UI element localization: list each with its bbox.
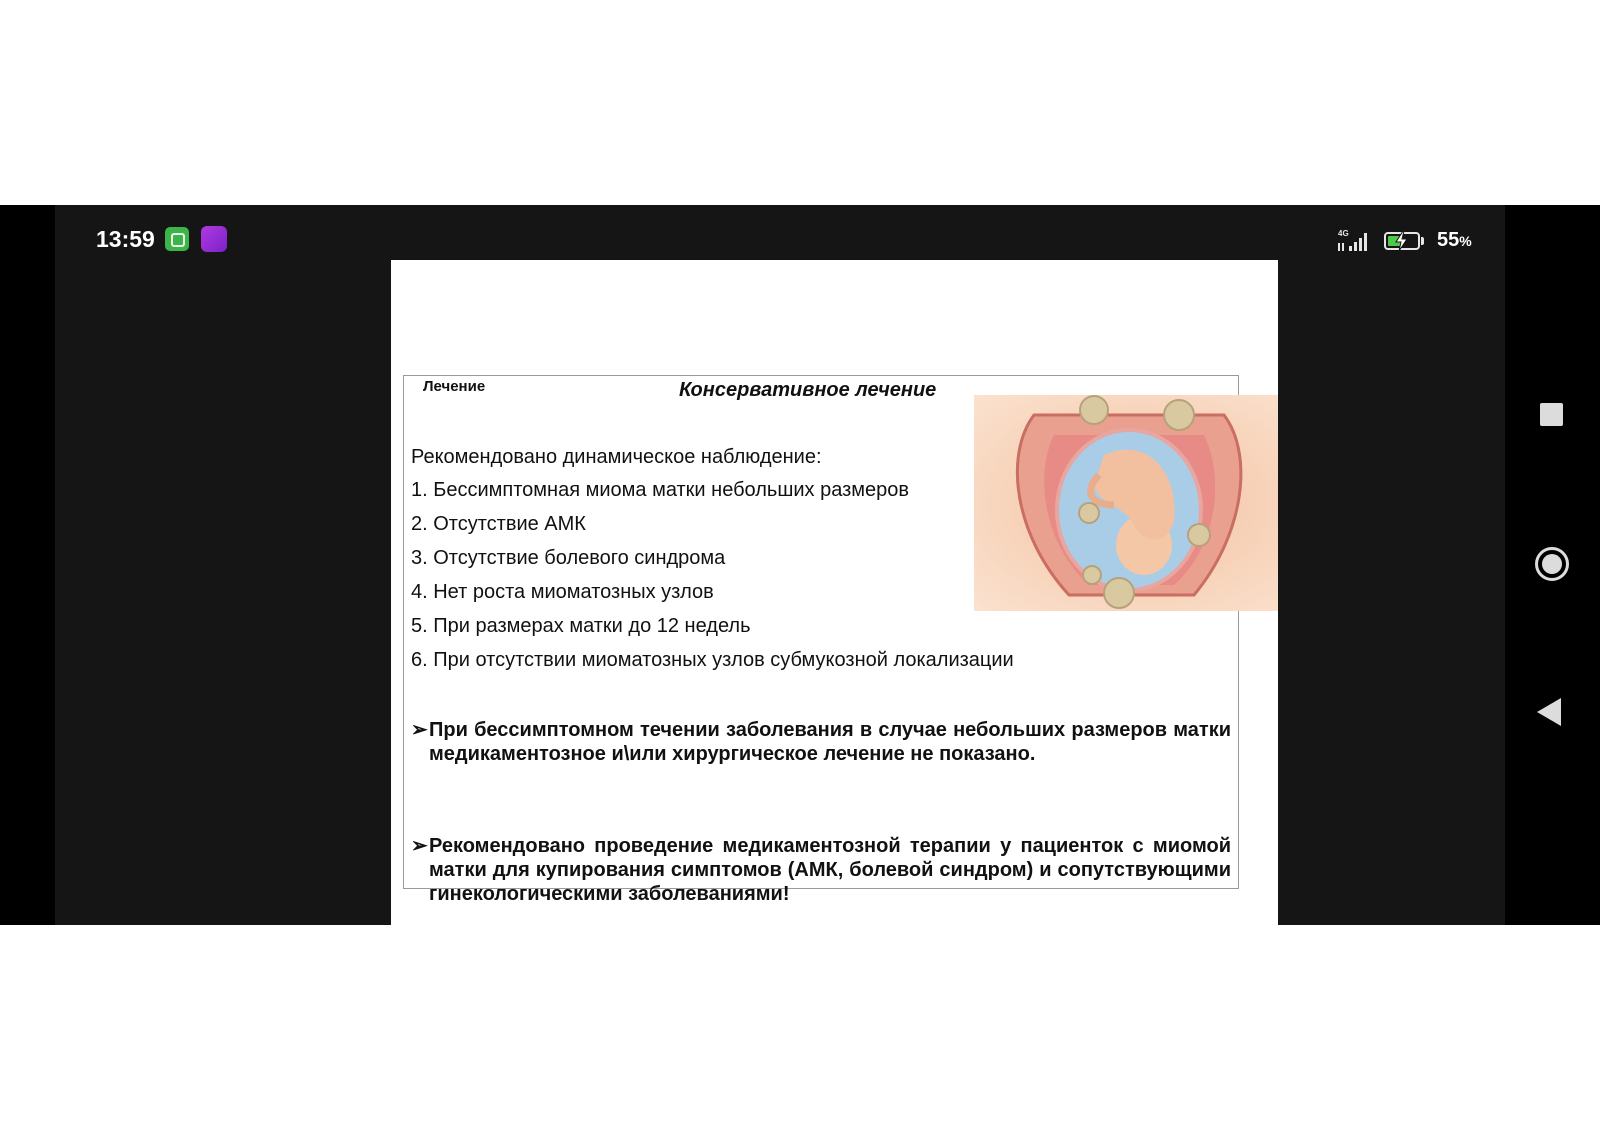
slide-intro: Рекомендовано динамическое наблюдение: bbox=[411, 446, 822, 468]
battery-percent-unit: % bbox=[1459, 233, 1472, 249]
battery-percent-value: 55 bbox=[1437, 229, 1460, 251]
status-time: 13:59 bbox=[96, 226, 155, 252]
slide-section-label: Лечение bbox=[423, 378, 486, 395]
lightning-bolt-icon bbox=[1393, 230, 1411, 252]
arrow-bullet-icon: ➢ bbox=[411, 719, 428, 741]
document-page[interactable] bbox=[391, 260, 1278, 925]
battery-percent bbox=[1437, 229, 1472, 252]
slide-title: Консервативное лечение bbox=[679, 379, 937, 401]
criteria-list bbox=[411, 478, 1014, 682]
list-item: 3. Отсутствие болевого синдрома bbox=[411, 547, 726, 569]
bullet-text: При бессимптомном течении заболевания в случае небольших размеров матки медикаментозное и\или хирургическое лечение не показано. bbox=[429, 719, 1231, 765]
illustration-drawing bbox=[974, 395, 1278, 611]
back-triangle-icon[interactable] bbox=[1537, 698, 1561, 726]
list-item: 5. При размерах матки до 12 недель bbox=[411, 615, 751, 637]
arrow-bullet-icon: ➢ bbox=[411, 835, 428, 857]
bullet-text: Рекомендовано проведение медикаментозной терапии у пациенток с миомой матки для купирования симптомов (АМК, болевой синдром) и сопутствующими гинекологическими заболеваниями! bbox=[429, 835, 1231, 905]
list-item: 2. Отсутствие АМК bbox=[411, 513, 586, 535]
list-item: 6. При отсутствии миоматозных узлов субмукозной локализации bbox=[411, 649, 1014, 671]
app-notification-icon bbox=[201, 226, 227, 252]
screen bbox=[55, 205, 1505, 925]
network-type-label: 4G bbox=[1338, 229, 1349, 238]
phone-frame bbox=[0, 205, 1600, 925]
bullet-paragraph bbox=[411, 718, 1231, 766]
uterus-fetus-illustration bbox=[974, 395, 1278, 611]
battery-tip bbox=[1421, 237, 1424, 245]
recents-square-icon[interactable] bbox=[1540, 403, 1563, 426]
list-item: 4. Нет роста миоматозных узлов bbox=[411, 581, 714, 603]
signal-icon bbox=[1335, 227, 1373, 253]
list-item: 1. Бессимптомная миома матки небольших размеров bbox=[411, 479, 910, 501]
app-notification-icon bbox=[165, 227, 189, 251]
home-circle-icon[interactable] bbox=[1535, 547, 1569, 581]
bullet-paragraph bbox=[411, 834, 1231, 906]
